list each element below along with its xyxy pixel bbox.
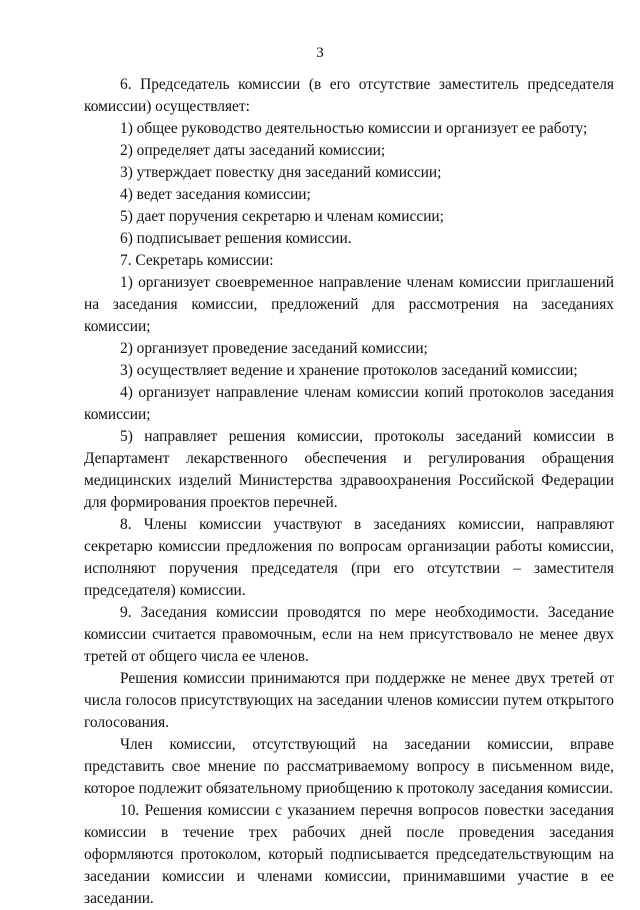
paragraph-7-item-5: 5) направляет решения комиссии, протоколы заседаний комиссии в Департамент лекарственного обеспечения и регулирования обращения медицинских изделий Министерства здравоохранения Российской Федерации для формирования проектов перечней. [84,428,614,511]
paragraph-7-secretary: 7. Секретарь комиссии: [120,252,274,269]
paragraph-6-item-4: 4) ведет заседания комиссии; [120,186,311,203]
paragraph-9-absent-member: Член комиссии, отсутствующий на заседании комиссии, вправе представить свое мнение по рассматриваемому вопросу в письменном виде, которое подлежит обязательному приобщению к протоколу заседания комиссии. [84,736,614,797]
paragraph-6-chair: 6. Председатель комиссии (в его отсутствие заместитель председателя комиссии) осуществляет: [84,76,614,115]
paragraph-6-item-1: 1) общее руководство деятельностью комиссии и организует ее работу; [120,120,588,137]
paragraph-6-item-2: 2) определяет даты заседаний комиссии; [120,142,386,159]
paragraph-8-members: 8. Члены комиссии участвуют в заседаниях комиссии, направляют секретарю комиссии предложения по вопросам организации работы комиссии, исполняют поручения председателя (при его отсутствии – заместителя председателя) комиссии. [84,516,614,599]
page-number: 3 [316,45,324,61]
paragraph-6-item-6: 6) подписывает решения комиссии. [120,230,352,247]
paragraph-6-item-5: 5) дает поручения секретарю и членам комиссии; [120,208,444,225]
paragraph-7-item-1: 1) организует своевременное направление членам комиссии приглашений на заседания комиссии, предложений для рассмотрения на заседаниях комиссии; [84,274,614,335]
paragraph-9-decisions: Решения комиссии принимаются при поддержке не менее двух третей от числа голосов присутствующих на заседании членов комиссии путем открытого голосования. [84,670,614,731]
document-body [84,74,614,910]
paragraph-7-item-4: 4) организует направление членам комиссии копий протоколов заседания комиссии; [84,384,614,423]
paragraph-7-item-3: 3) осуществляет ведение и хранение протоколов заседаний комиссии; [120,362,578,379]
paragraph-9-meetings: 9. Заседания комиссии проводятся по мере необходимости. Заседание комиссии считается правомочным, если на нем присутствовало не менее двух третей от общего числа ее членов. [84,604,614,665]
paragraph-6-item-3: 3) утверждает повестку дня заседаний комиссии; [120,164,442,181]
paragraph-10-protocol: 10. Решения комиссии с указанием перечня вопросов повестки заседания комиссии в течение трех рабочих дней после проведения заседания оформляются протоколом, который подписывается председательствующим на заседании комиссии и членами комиссии, принимавшими участие в ее заседании. [84,802,614,907]
paragraph-7-item-2: 2) организует проведение заседаний комиссии; [120,340,428,357]
